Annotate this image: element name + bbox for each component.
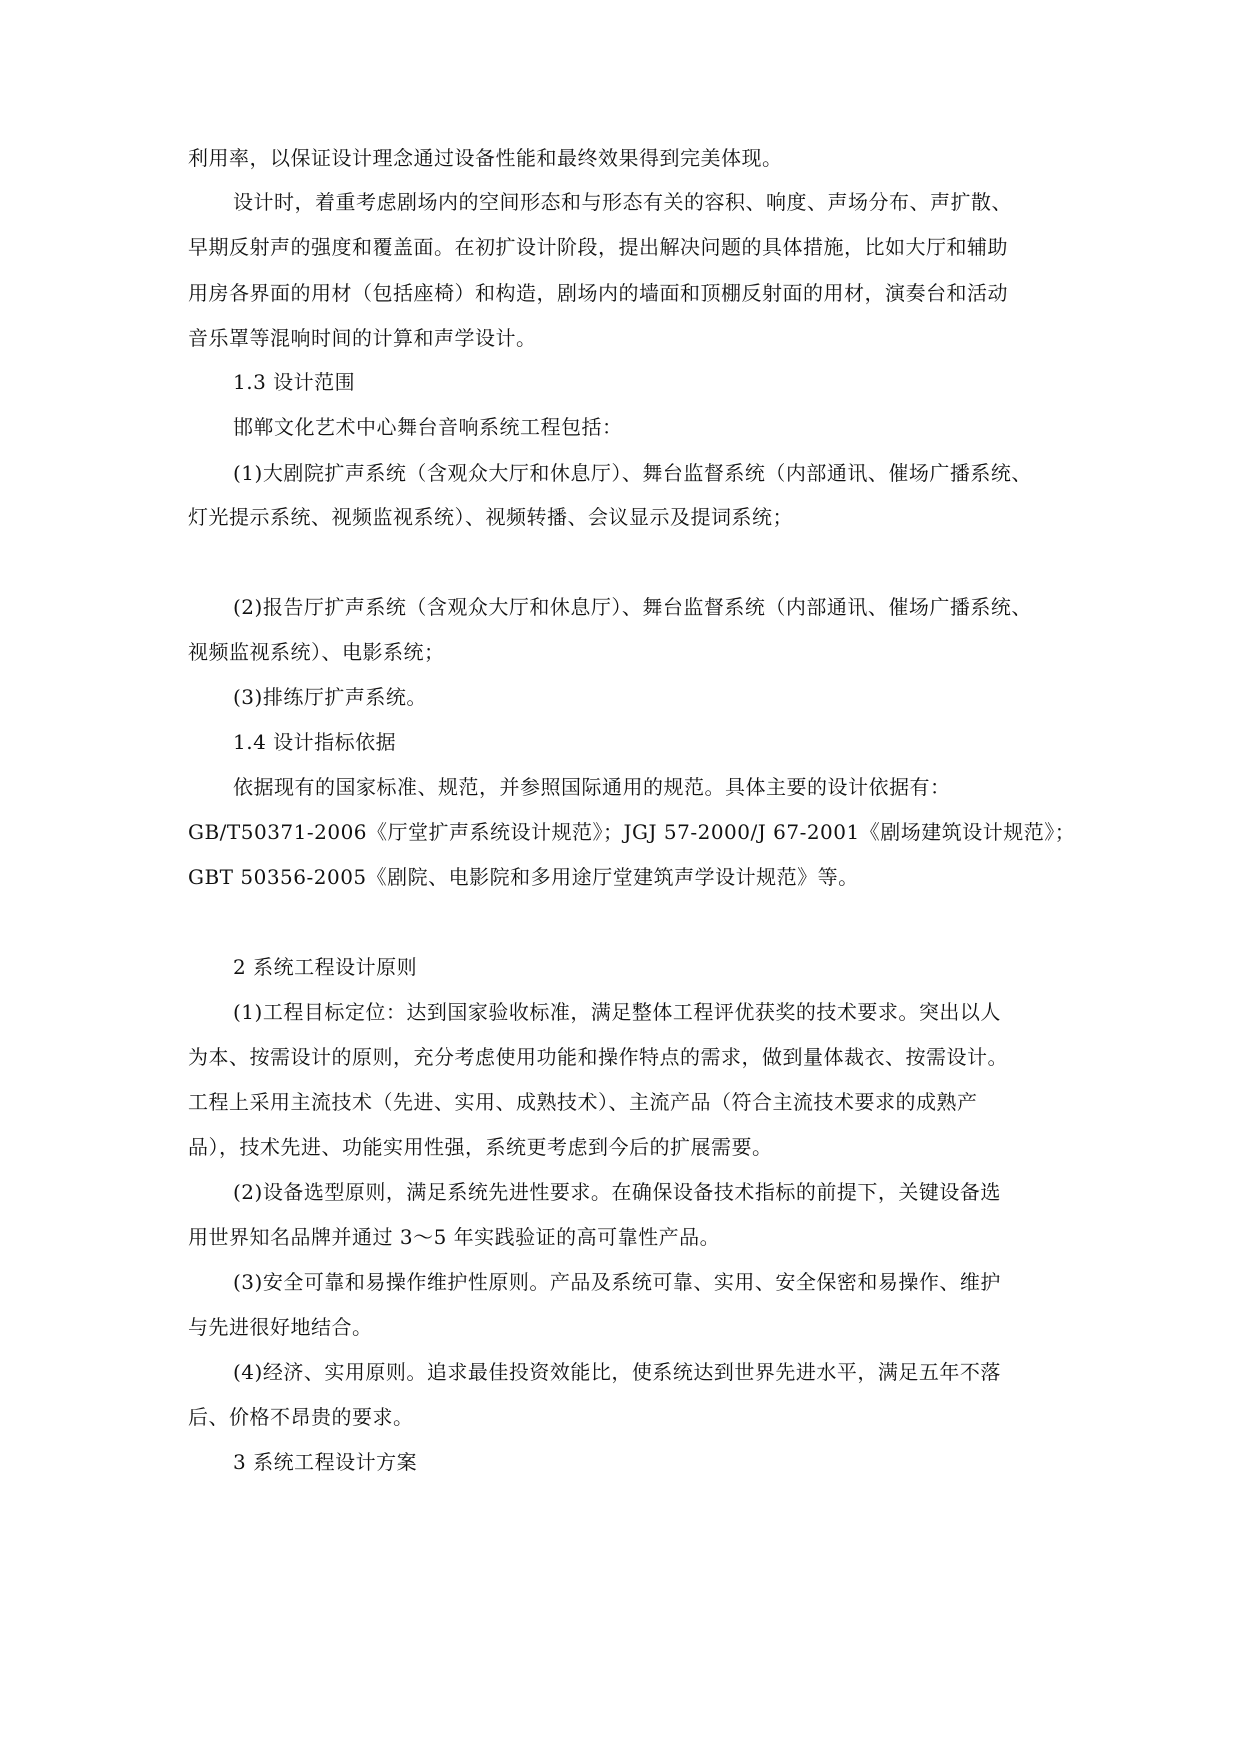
text-line: GB/T50371-2006《厅堂扩声系统设计规范》；JGJ 57-2000/J 67-2001《剧场建筑设计规范》； [188,820,1076,844]
list-item: (1)工程目标定位：达到国家验收标准，满足整体工程评优获奖的技术要求。突出以人 [233,1000,1001,1024]
text-line: 为本、按需设计的原则，充分考虑使用功能和操作特点的需求，做到量体裁衣、按需设计。 [188,1045,1008,1069]
list-item: (1)大剧院扩声系统（含观众大厅和休息厅）、舞台监督系统（内部通讯、催场广播系统、 [233,461,1032,485]
list-item: (2)设备选型原则，满足系统先进性要求。在确保设备技术指标的前提下，关键设备选 [233,1180,1001,1204]
section-heading-2: 2 系统工程设计原则 [233,955,418,979]
list-item: (3)安全可靠和易操作维护性原则。产品及系统可靠、实用、安全保密和易操作、维护 [233,1270,1001,1294]
text-line: 用世界知名品牌并通过 3～5 年实践验证的高可靠性产品。 [188,1225,721,1249]
list-item: (3)排练厅扩声系统。 [233,685,427,709]
section-heading-3: 3 系统工程设计方案 [233,1450,418,1474]
list-item: (2)报告厅扩声系统（含观众大厅和休息厅）、舞台监督系统（内部通讯、催场广播系统、 [233,595,1032,619]
list-item: (4)经济、实用原则。追求最佳投资效能比，使系统达到世界先进水平，满足五年不落 [233,1360,1001,1384]
text-line: 灯光提示系统、视频监视系统）、视频转播、会议显示及提词系统； [188,505,793,529]
text-line: 依据现有的国家标准、规范，并参照国际通用的规范。具体主要的设计依据有： [233,775,951,799]
text-line: 视频监视系统）、电影系统； [188,640,445,664]
text-line: 品），技术先进、功能实用性强，系统更考虑到今后的扩展需要。 [188,1135,773,1159]
text-line: 用房各界面的用材（包括座椅）和构造，剧场内的墙面和顶棚反射面的用材，演奏台和活动 [188,281,1008,305]
text-line: 利用率，以保证设计理念通过设备性能和最终效果得到完美体现。 [188,146,783,170]
text-line: 音乐罩等混响时间的计算和声学设计。 [188,326,537,350]
text-line: 早期反射声的强度和覆盖面。在初扩设计阶段，提出解决问题的具体措施，比如大厅和辅助 [188,235,1008,259]
section-heading-1-4: 1.4 设计指标依据 [233,730,397,754]
text-line: GBT 50356-2005《剧院、电影院和多用途厅堂建筑声学设计规范》等。 [188,865,859,889]
text-line: 设计时，着重考虑剧场内的空间形态和与形态有关的容积、响度、声场分布、声扩散、 [233,190,1012,214]
text-line: 与先进很好地结合。 [188,1315,373,1339]
text-line: 邯郸文化艺术中心舞台音响系统工程包括： [233,415,623,439]
text-line: 工程上采用主流技术（先进、实用、成熟技术）、主流产品（符合主流技术要求的成熟产 [188,1090,978,1114]
section-heading-1-3: 1.3 设计范围 [233,370,356,394]
text-line: 后、价格不昂贵的要求。 [188,1405,414,1429]
